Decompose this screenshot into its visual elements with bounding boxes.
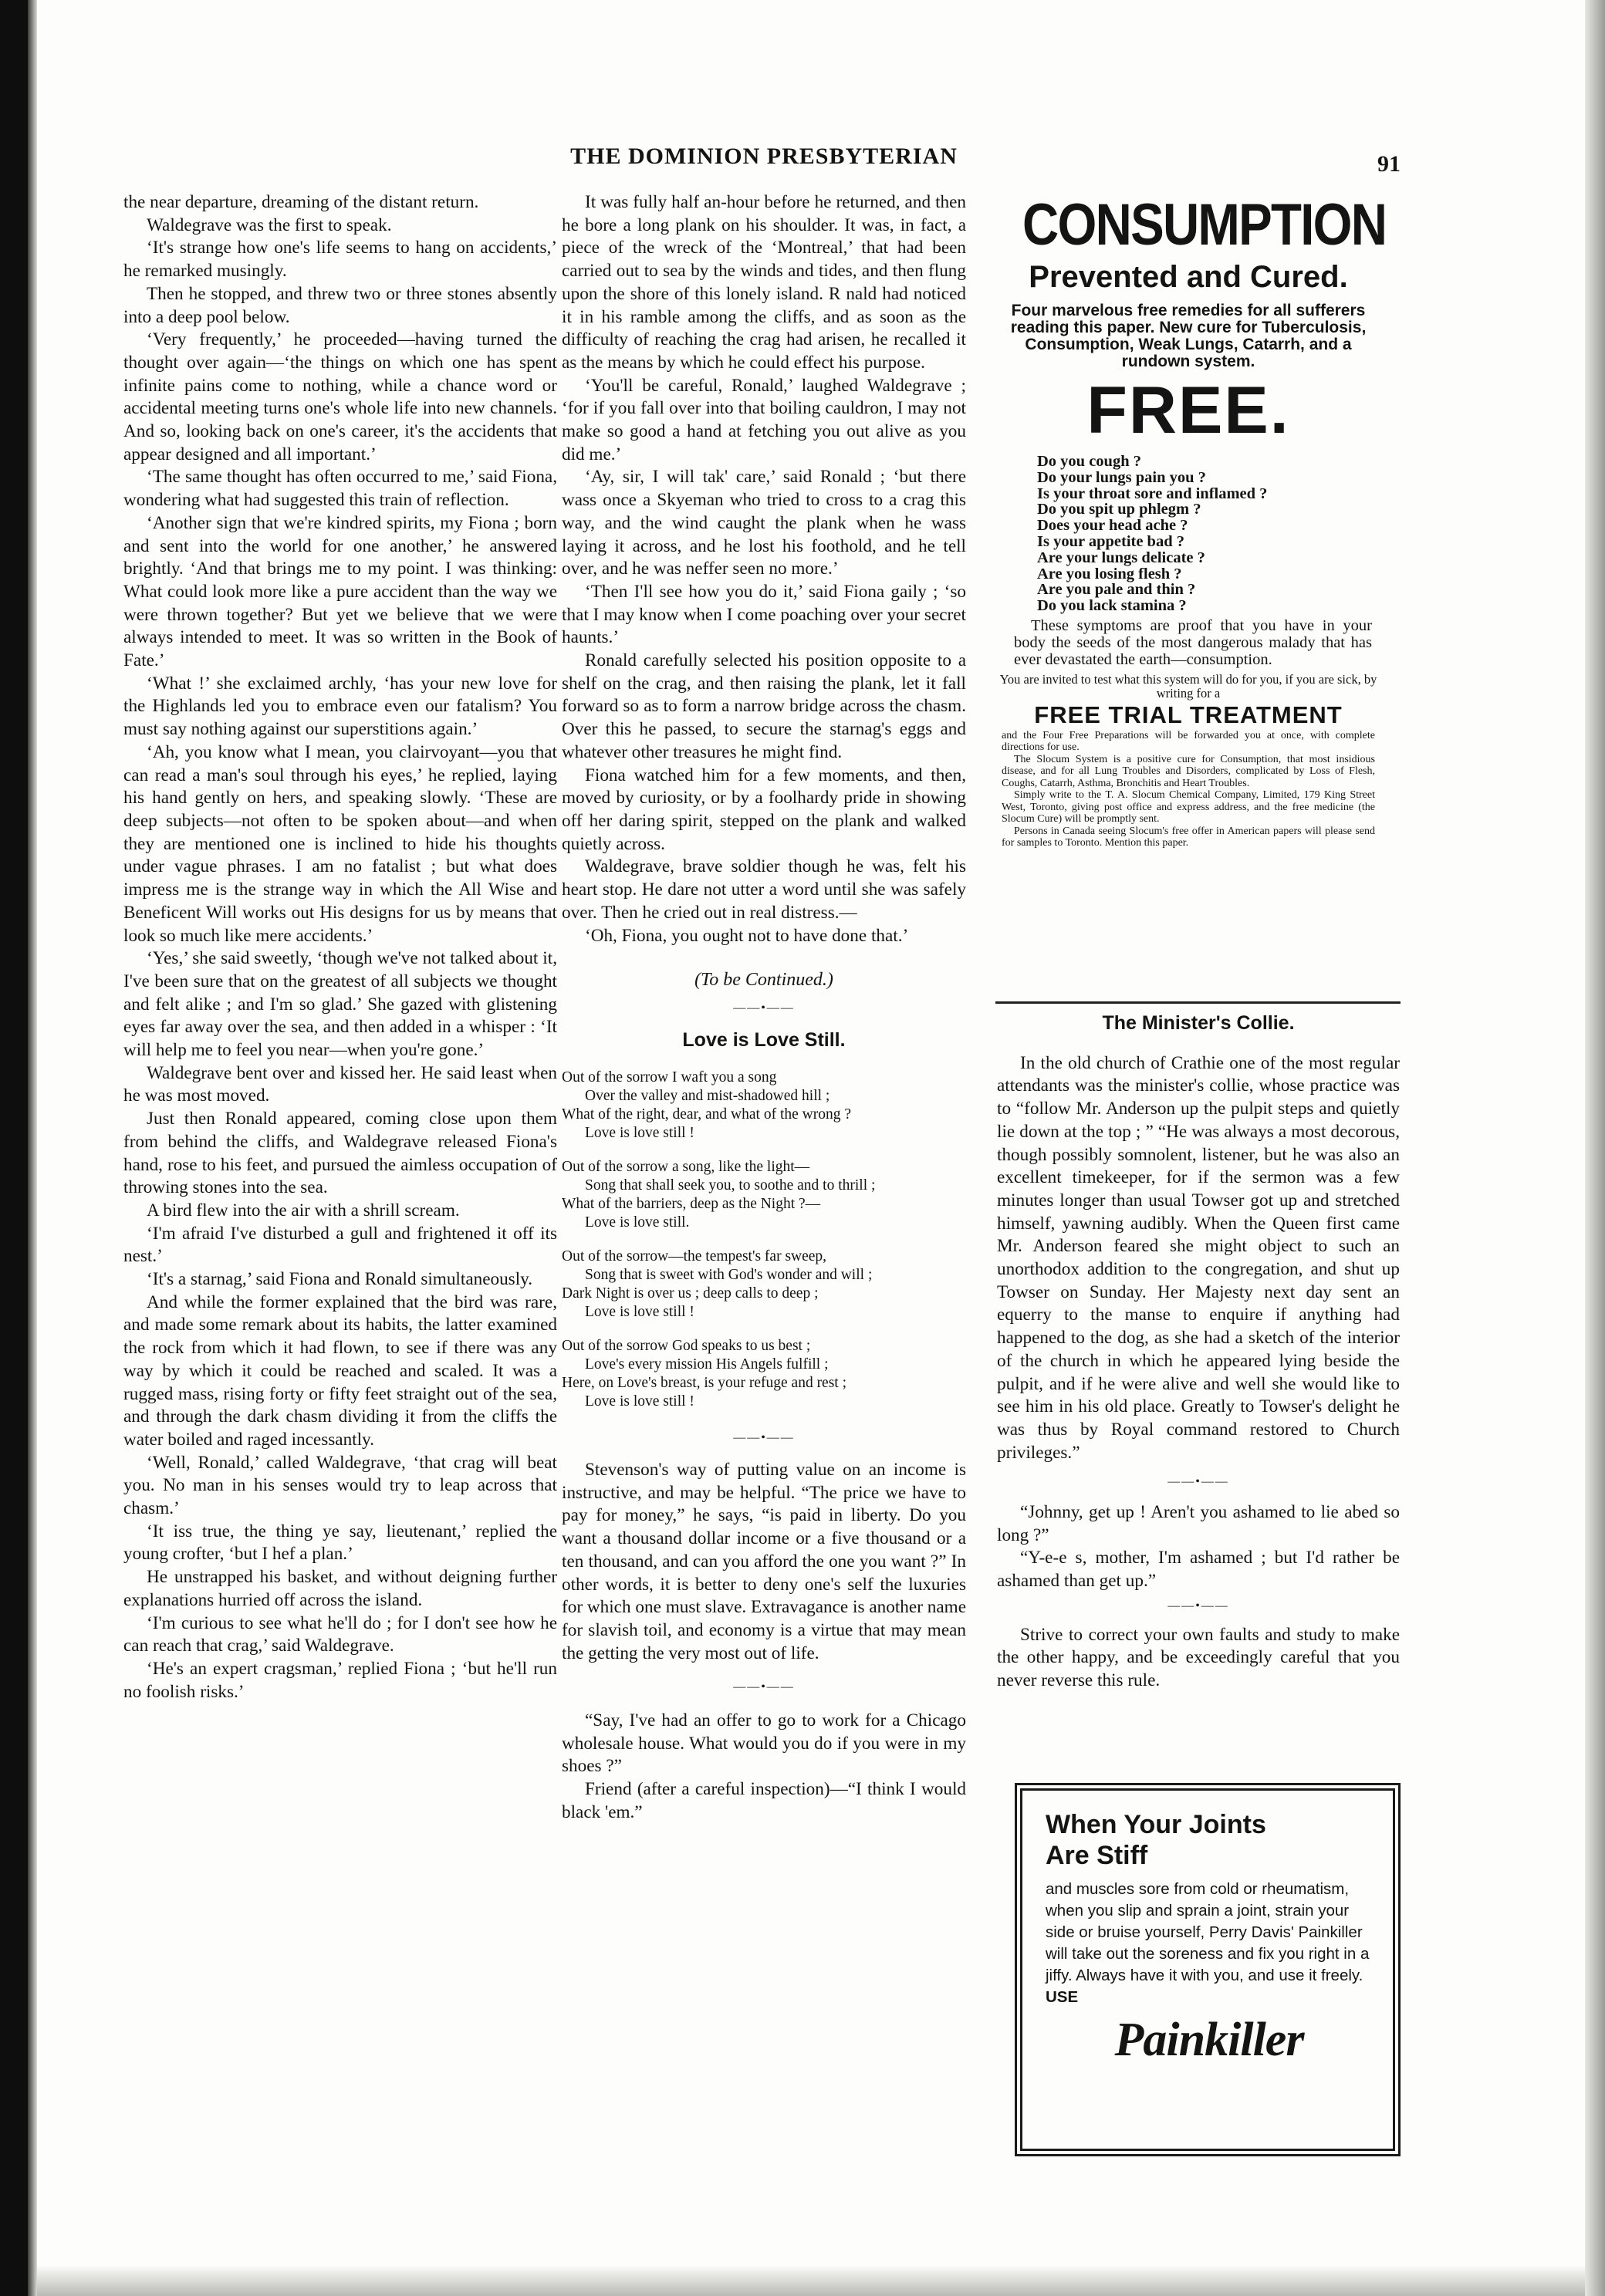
poem-line: Out of the sorrow God speaks to us best ; xyxy=(562,1338,811,1355)
ad-question: Are you pale and thin ? xyxy=(1037,581,1196,599)
ad-free-trial-banner: FREE TRIAL TREATMENT xyxy=(1034,701,1343,728)
ad-body xyxy=(1046,1879,1373,2008)
story-paragraph: ‘I'm curious to see what he'll do ; for I don't see how he can reach that crag,’ said Waldegrave. xyxy=(123,1612,557,1656)
poem-line: Over the valley and mist-shadowed hill ; xyxy=(585,1088,830,1105)
ad-headline-line: Are Stiff xyxy=(1046,1841,1148,1870)
ad-headline: CONSUMPTION xyxy=(1022,192,1387,258)
ornament-divider: ——•—— xyxy=(733,1001,795,1015)
story-paragraph: ‘Ah, you know what I mean, you clairvoyant—you that can read a man's soul through his eyes,’ he replied, laying his hand gently on hers, and speaking slowly. ‘These are deep subjects—not often to be spoken about—and when they are mentioned one is inclined to hide his thoughts under vague phrases. I am no fatalist ; but what does impress me is the strange way in which the All Wise and Beneficent Will works out His designs for us by means that look so much like mere accidents.’ xyxy=(123,741,557,946)
ad-fine-paragraph: The Slocum System is a positive cure for Consumption, that most insidious disease, and for all Lung Troubles and Disorders, complicated by Loss of Flesh, Coughs, Catarrh, Asthma, Bronchitis and Heart Troubles. xyxy=(1002,753,1375,789)
story-paragraph: ‘It's strange how one's life seems to hang on accidents,’ he remarked musingly. xyxy=(123,238,557,282)
story-paragraph: ‘You'll be careful, Ronald,’ laughed Waldegrave ; ‘for if you fall over into that boiling cauldron, I may not make so good a hand at fetching you out alive as you did me.’ xyxy=(562,375,966,464)
story-paragraph: Then he stopped, and threw two or three stones absently into a deep pool below. xyxy=(123,283,557,327)
ad-body-text: and muscles sore from cold or rheumatism, when you slip and sprain a joint, strain your side or bruise yourself, Perry Davis' Painkiller will take out the soreness and fix you right in a jiffy. Always have it with you, and use it freely. xyxy=(1046,1880,1370,1984)
poem-line: What of the right, dear, and what of the wrong ? xyxy=(562,1106,852,1123)
story-paragraph: He unstrapped his basket, and without deigning further explanations hurried off across the island. xyxy=(123,1567,557,1610)
poem-line: Love is love still. xyxy=(585,1214,690,1231)
page-bottom-edge xyxy=(37,2265,1585,2296)
story-paragraph: ‘It's a starnag,’ said Fiona and Ronald simultaneously. xyxy=(147,1269,533,1290)
poem-line: Out of the sorrow a song, like the light— xyxy=(562,1159,810,1176)
story-paragraph: A bird flew into the air with a shrill scream. xyxy=(147,1200,460,1221)
ad-question: Do you spit up phlegm ? xyxy=(1037,501,1201,518)
story-paragraph: Fiona watched him for a few moments, and then, moved by curiosity, or by a foolhardy pride in showing off her daring spirit, stepped on the plank and walked quietly across. xyxy=(562,765,966,854)
story-paragraph: ‘Another sign that we're kindred spirits, my Fiona ; born and sent into the world for one another,’ he answered brightly. ‘And that brings me to my point. I was thinking: What could look more like a pure accident than the way we were thrown together? But yet we believe that we were always intended to meet. It was so written in the Book of Fate.’ xyxy=(123,512,557,671)
ad-headline-line: When Your Joints xyxy=(1046,1810,1266,1839)
story-column-2 xyxy=(562,191,966,1825)
ad-question: Do your lungs pain you ? xyxy=(1037,468,1206,486)
painkiller-advertisement xyxy=(1020,1788,1395,2151)
story-paragraph: ‘He's an expert cragsman,’ replied Fiona ; ‘but he'll run no foolish risks.’ xyxy=(123,1659,557,1702)
page-binding-shadow xyxy=(28,0,37,2296)
story-paragraph: ‘It iss true, the thing ye say, lieutenant,’ replied the young crofter, ‘but I hef a plan.’ xyxy=(123,1521,557,1565)
ad-fine-paragraph: and the Four Free Preparations will be forwarded you at once, with complete directions for use. xyxy=(1002,729,1375,754)
story-paragraph: Waldegrave bent over and kissed her. He said least when he was most moved. xyxy=(123,1062,557,1106)
poem xyxy=(562,1069,966,1411)
story-paragraph: ‘Then I'll see how you do it,’ said Fiona gaily ; ‘so that I may know when I come poaching over your secret haunts.’ xyxy=(562,581,966,648)
dialogue-paragraph: “Johnny, get up ! Aren't you ashamed to lie abed so long ?” xyxy=(997,1502,1400,1545)
page-binding-edge xyxy=(0,0,28,2296)
ornament-divider: ——•—— xyxy=(733,1680,795,1694)
to-be-continued: (To be Continued.) xyxy=(694,970,833,991)
ad-question: Do you lack stamina ? xyxy=(1037,597,1187,615)
collie-paragraph: In the old church of Crathie one of the most regular attendants was the minister's collie, whose practice was to “follow Mr. Anderson up the pulpit steps and quietly lie down at the top ; ” “He was always a most decorous, though possibly somnolent, listener, but he was also an excellent timekeeper, for if the sermon was a few minutes longer than usual Towser got up and stretched himself, yawning audibly. When the Queen first came Mr. Anderson feared she might object to such an unorthodox addition to the congregation, and shut up Towser on Sunday. Her Majesty next day sent an equerry to the manse to enquire if anything had happened to the dog, as she had a sketch of the interior of the church in which he appeared lying beside the pulpit, and if he were alive and well she would like to see him in his old place. Greatly to Towser's delight he was thus by Royal command restored to Church privileges.” xyxy=(997,1052,1400,1463)
story-paragraph: ‘Well, Ronald,’ called Waldegrave, ‘that crag will beat you. No man in his senses would try to leap across that chasm.’ xyxy=(123,1452,557,1519)
ad-fine-paragraph: Simply write to the T. A. Slocum Chemical Company, Limited, 179 King Street West, Toronto, giving post office and express address, and the free medicine (the Slocum Cure) will be promptly sent. xyxy=(1002,789,1375,826)
poem-line: Love's every mission His Angels fulfill ; xyxy=(585,1356,829,1373)
poem-stanza xyxy=(562,1069,961,1143)
joke-paragraph: “Say, I've had an offer to go to work for a Chicago wholesale house. What would you do if you were in my shoes ?” xyxy=(562,1710,966,1777)
strive-paragraph: Strive to correct your own faults and study to make the other happy, and be exceedingly careful that you never reverse this rule. xyxy=(997,1624,1400,1690)
ad-invite-text: You are invited to test what this system will do for you, if you are sick, by writing for a xyxy=(999,671,1377,701)
ad-question: Do you cough ? xyxy=(1037,453,1141,470)
story-column-1 xyxy=(123,191,557,1703)
ad-question: Are your lungs delicate ? xyxy=(1037,549,1205,566)
joke-paragraph: Friend (after a careful inspection)—“I think I would black 'em.” xyxy=(562,1779,966,1822)
story-paragraph: ‘Oh, Fiona, you ought not to have done that.’ xyxy=(585,925,909,946)
collie-column xyxy=(997,1012,1400,1693)
story-paragraph: Waldegrave, brave soldier though he was, felt his heart stop. He dare not utter a word until she was safely over. Then he cried out in real distress.— xyxy=(562,856,966,923)
newspaper-title: THE DOMINION PRESBYTERIAN xyxy=(570,144,958,169)
ad-headline xyxy=(1046,1809,1373,1871)
stevenson-paragraph: Stevenson's way of putting value on an income is instructive, and may be helpful. “The price we have to pay for money,” he says, “is paid in liberty. Do you want a thousand dollar income or a five thousand or a ten thousand, and can you afford the one you want ?” In other words, it is better to deny one's self the luxuries for which one must slave. Extravagance is another name for slavish toil, and economy is a virtue that may mean the getting the very most out of life. xyxy=(562,1460,966,1663)
ad-question: Are you losing flesh ? xyxy=(1037,565,1182,582)
page-right-edge xyxy=(1585,0,1605,2296)
poem-line: Song that is sweet with God's wonder and will ; xyxy=(585,1267,873,1284)
ad-intro: Four marvelous free remedies for all sufferers reading this paper. New cure for Tuberculosis, Consumption, Weak Lungs, Catarrh, and a rundown system. xyxy=(1010,302,1367,370)
story-paragraph: ‘I'm afraid I've disturbed a gull and frightened it off its nest.’ xyxy=(123,1223,557,1267)
ad-question: Does your head ache ? xyxy=(1037,517,1188,535)
story-paragraph: Waldegrave was the first to speak. xyxy=(147,214,392,235)
poem-stanza xyxy=(562,1337,961,1411)
ornament-divider: ——•—— xyxy=(1167,1599,1229,1612)
ornament-divider: ——•—— xyxy=(1167,1475,1229,1489)
story-paragraph: ‘The same thought has often occurred to me,’ said Fiona, wondering what had suggested this train of reflection. xyxy=(123,467,557,511)
painkiller-logo: Painkiller xyxy=(1114,2014,1304,2066)
ad-free-banner: FREE. xyxy=(1086,373,1290,447)
story-paragraph: ‘Very frequently,’ he proceeded—having turned the thought over again—‘the things on which one has spent infinite pains come to nothing, while a chance word or accidental meeting turns one's whole life into new channels. And so, looking back on one's career, it's the accidents that appear designed and all important.’ xyxy=(123,329,557,464)
story-paragraph: ‘Ay, sir, I will tak' care,’ said Ronald ; ‘but there wass once a Skyeman who tried to cross to a crag this way, and the wind caught the plank when he wass laying it across, and he lost his foothold, and he tell over, and he was neffer seen no more.’ xyxy=(562,467,966,579)
poem-line: Love is love still ! xyxy=(585,1393,694,1410)
ad-subheadline: Prevented and Cured. xyxy=(1029,260,1348,294)
story-paragraph: It was fully half an-hour before he returned, and then he bore a long plank on his shoulder. It was, in fact, a piece of the wreck of the ‘Montreal,’ that had been carried out to sea by the winds and tides, and then flung upon the shore of this lonely island. R nald had noticed it in his ramble among the cliffs, and as soon as the difficulty of reaching the crag had arisen, he recalled it as the means by which he could effect his purpose. xyxy=(562,192,966,373)
section-rule xyxy=(995,1001,1401,1004)
collie-title: The Minister's Collie. xyxy=(1102,1012,1295,1034)
ad-use-label: USE xyxy=(1046,1988,1079,2006)
story-paragraph: And while the former explained that the bird was rare, and made some remark about its habits, the latter examined the rock from which it had flown, to see if there was any way by which it could be reached and scaled. It was a rugged mass, rising forty or fifty feet straight out of the sea, and through the dark chasm dividing it from the cliffs the water boiled and raged incessantly. xyxy=(123,1292,557,1450)
poem-line: Love is love still ! xyxy=(585,1125,694,1142)
ornament-divider: ——•—— xyxy=(733,1431,795,1445)
poem-line: Love is love still ! xyxy=(585,1304,694,1321)
ad-question: Is your appetite bad ? xyxy=(1037,532,1184,550)
story-paragraph: ‘What !’ she exclaimed archly, ‘has your new love for the Highlands led you to embrace even our fatalism? You must say nothing against our superstitions again.’ xyxy=(123,673,557,740)
story-paragraph: the near departure, dreaming of the distant return. xyxy=(123,192,479,212)
ad-fine-paragraph: Persons in Canada seeing Slocum's free offer in American papers will please send for samples to Toronto. Mention this paper. xyxy=(1002,825,1375,849)
poem-stanza xyxy=(562,1158,961,1232)
poem-line: Here, on Love's breast, is your refuge and rest ; xyxy=(562,1375,847,1392)
ad-question-list xyxy=(995,454,1381,614)
poem-line: Out of the sorrow—the tempest's far sweep, xyxy=(562,1248,827,1265)
ad-fine-print xyxy=(995,730,1381,849)
poem-line: Out of the sorrow I waft you a song xyxy=(562,1069,777,1086)
story-paragraph: Just then Ronald appeared, coming close upon them from behind the cliffs, and Waldegrave released Fiona's hand, rose to his feet, and pursued the aimless occupation of throwing stones into the sea. xyxy=(123,1109,557,1198)
ad-symptoms-text: These symptoms are proof that you have in your body the seeds of the most dangerous malady that has ever devastated the earth—consumption. xyxy=(1014,616,1372,668)
poem-line: What of the barriers, deep as the Night ?— xyxy=(562,1196,821,1213)
dialogue-paragraph: “Y-e-e s, mother, I'm ashamed ; but I'd rather be ashamed than get up.” xyxy=(997,1548,1400,1592)
story-paragraph: Ronald carefully selected his position opposite to a shelf on the crag, and then raising the plank, let it fall forward so as to form a narrow bridge across the chasm. Over this he passed, to secure the starnag's eggs and whatever other treasures he might find. xyxy=(562,650,966,762)
poem-line: Song that shall seek you, to soothe and to thrill ; xyxy=(585,1177,876,1194)
ad-question: Is your throat sore and inflamed ? xyxy=(1037,485,1268,502)
page-number: 91 xyxy=(1377,151,1401,177)
consumption-advertisement xyxy=(995,192,1387,849)
poem-stanza xyxy=(562,1248,961,1322)
story-paragraph: ‘Yes,’ she said sweetly, ‘though we've not talked about it, I've been sure that on the greatest of all subjects we thought and felt alike ; and I'm so glad.’ She gazed with glistening eyes far away over the sea, and then added in a whisper : ‘It will help me to feel you near—when you're gone.’ xyxy=(123,948,557,1061)
poem-title: Love is Love Still. xyxy=(682,1028,846,1051)
poem-line: Dark Night is over us ; deep calls to deep ; xyxy=(562,1285,819,1302)
